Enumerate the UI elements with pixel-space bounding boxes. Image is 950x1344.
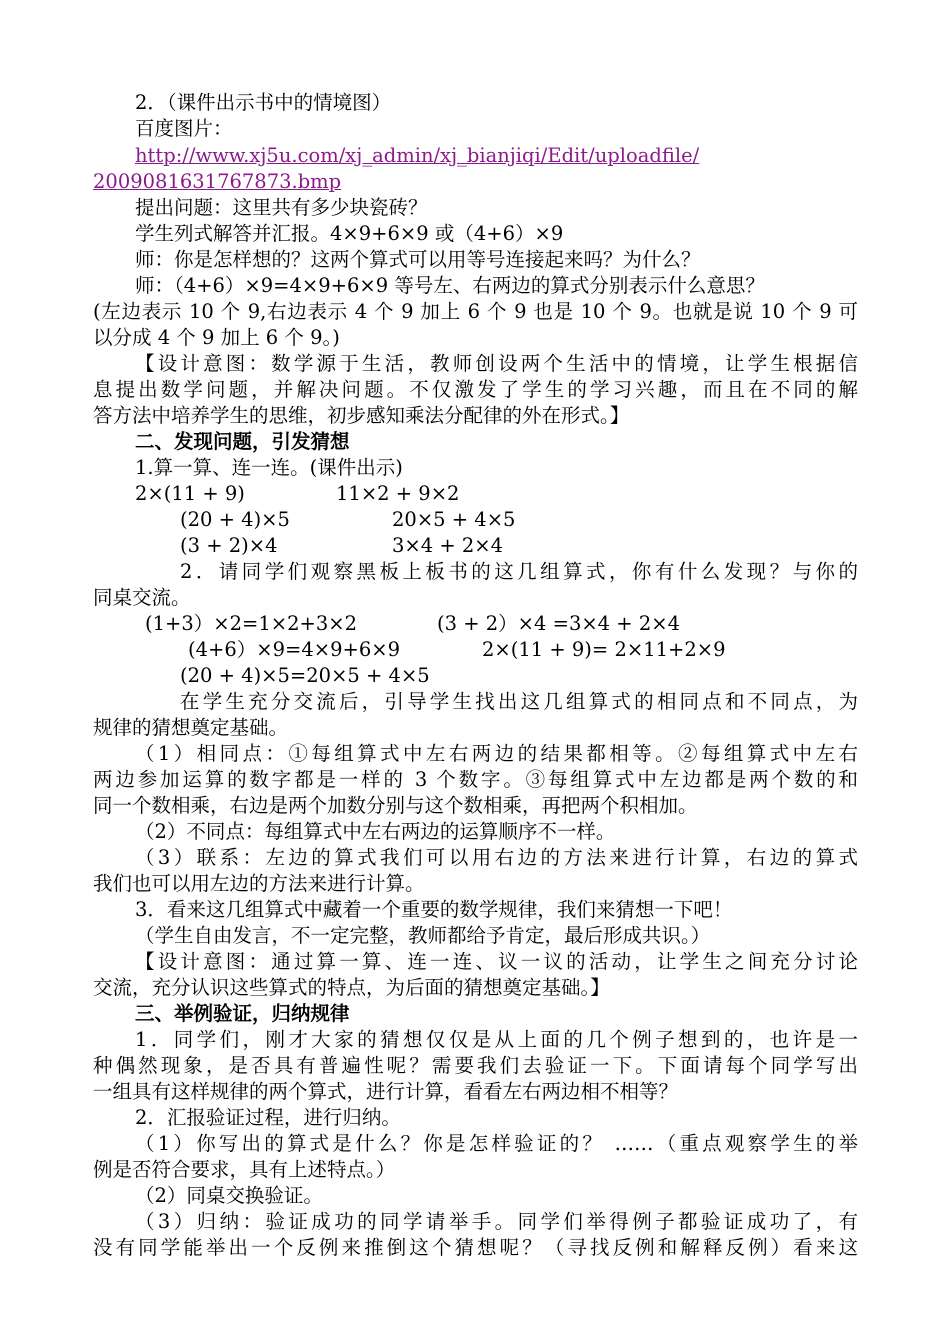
pair2-left: (20 + 4)×5 [180,508,290,531]
same-points-line2: 两边参加运算的数字都是一样的 3 个数字。③每组算式中左边都是两个数的和 [93,768,858,791]
section2-item2: 2．请同学们观察黑板上板书的这几组算式，你有什么发现？与你的 [180,560,858,583]
pair1-right: 11×2 + 9×2 [336,482,460,505]
sub-item-2: （2）同桌交换验证。 [135,1184,323,1207]
student-report: 学生列式解答并汇报。4×9+6×9 或（4+6）×9 [135,222,564,245]
design-intent-2: 【设计意图：通过算一算、连一连、议一议的活动，让学生之间充分讨论 [135,950,858,973]
equation-5: (20 + 4)×5=20×5 + 4×5 [180,664,430,687]
student-note: （学生自由发言，不一定完整，教师都给予肯定，最后形成共识。） [135,924,711,947]
pair1-left: 2×(11 + 9) [135,482,245,505]
pair3-left: (3 + 2)×4 [180,534,278,557]
design-intent-1: 【设计意图：数学源于生活，教师创设两个生活中的情境，让学生根据信 [135,352,858,375]
equation-1: (1+3）×2=1×2+3×2 [145,612,357,635]
equation-3: (4+6）×9=4×9+6×9 [188,638,400,661]
baidu-image-label: 百度图片： [135,117,233,140]
section3-heading: 三、举例验证，归纳规律 [135,1002,350,1025]
teacher-question-2: 师：（4+6）×9=4×9+6×9 等号左、右两边的算式分别表示什么意思？ [135,274,765,297]
teacher-question-2-explanation: (左边表示 10 个 9,右边表示 4 个 9 加上 6 个 9 也是 10 个 9。也就是说 10 个 9 可 [93,300,858,323]
design-intent-1-line3: 答方法中培养学生的思维，初步感知乘法分配律的外在形式。】 [93,404,630,427]
sub-item-3-line2: 没有同学能举出一个反例来推倒这个猜想呢？（寻找反例和解释反例）看来这 [93,1236,858,1259]
same-points: （1）相同点：①每组算式中左右两边的结果都相等。②每组算式中左右 [135,742,858,765]
image-link-part1[interactable]: http://www.xj5u.com/xj_admin/xj_bianjiqi/Edit/uploadfile/ [135,144,700,167]
item2-title: 2．（课件出示书中的情境图） [135,91,392,114]
section3-item1-line2: 种偶然现象，是否具有普遍性呢？需要我们去验证一下。下面请每个同学写出 [93,1054,858,1077]
section3-item1: 1．同学们，刚才大家的猜想仅仅是从上面的几个例子想到的，也许是一 [135,1028,858,1051]
teacher-question-1: 师：你是怎样想的？这两个算式可以用等号连接起来吗？为什么？ [135,248,701,271]
sub-item-1-line2: 例是否符合要求，具有上述特点。） [93,1158,396,1181]
design-intent-2-line2: 交流，充分认识这些算式的特点，为后面的猜想奠定基础。】 [93,976,610,999]
section2-item1: 1.算一算、连一连。(课件出示) [135,456,403,479]
relation-points-line2: 我们也可以用左边的方法来进行计算。 [93,872,425,895]
pair2-right: 20×5 + 4×5 [392,508,516,531]
section3-item1-line3: 一组具有这样规律的两个算式，进行计算，看看左右两边相不相等？ [93,1080,679,1103]
pair3-right: 3×4 + 2×4 [392,534,504,557]
section2-item3: 3．看来这几组算式中藏着一个重要的数学规律，我们来猜想一下吧！ [135,898,733,921]
sub-item-3: （3）归纳：验证成功的同学请举手。同学们举得例子都验证成功了，有 [135,1210,858,1233]
relation-points: （3）联系：左边的算式我们可以用右边的方法来进行计算，右边的算式 [135,846,858,869]
sub-item-1: （1）你写出的算式是什么？你是怎样验证的？ ……（重点观察学生的举 [135,1132,858,1155]
image-link-part2[interactable]: 2009081631767873.bmp [93,170,342,193]
equation-4: 2×(11 + 9)= 2×11+2×9 [482,638,726,661]
after-discussion: 在学生充分交流后，引导学生找出这几组算式的相同点和不同点，为 [180,690,858,713]
section2-heading: 二、发现问题，引发猜想 [135,430,350,453]
different-points: （2）不同点：每组算式中左右两边的运算顺序不一样。 [135,820,616,843]
design-intent-1-line2: 息提出数学问题，并解决问题。不仅激发了学生的学习兴趣，而且在不同的解 [93,378,858,401]
same-points-line3: 同一个数相乘，右边是两个加数分别与这个数相乘，再把两个积相加。 [93,794,698,817]
question-text: 提出问题：这里共有多少块瓷砖？ [135,196,428,219]
teacher-question-2-explanation-end: 以分成 4 个 9 加上 6 个 9。) [93,326,340,349]
after-discussion-line2: 规律的猜想奠定基础。 [93,716,289,739]
section2-item2-line2: 同桌交流。 [93,586,191,609]
equation-2: (3 + 2）×4 =3×4 + 2×4 [437,612,680,635]
section3-item2: 2．汇报验证过程，进行归纳。 [135,1106,401,1129]
